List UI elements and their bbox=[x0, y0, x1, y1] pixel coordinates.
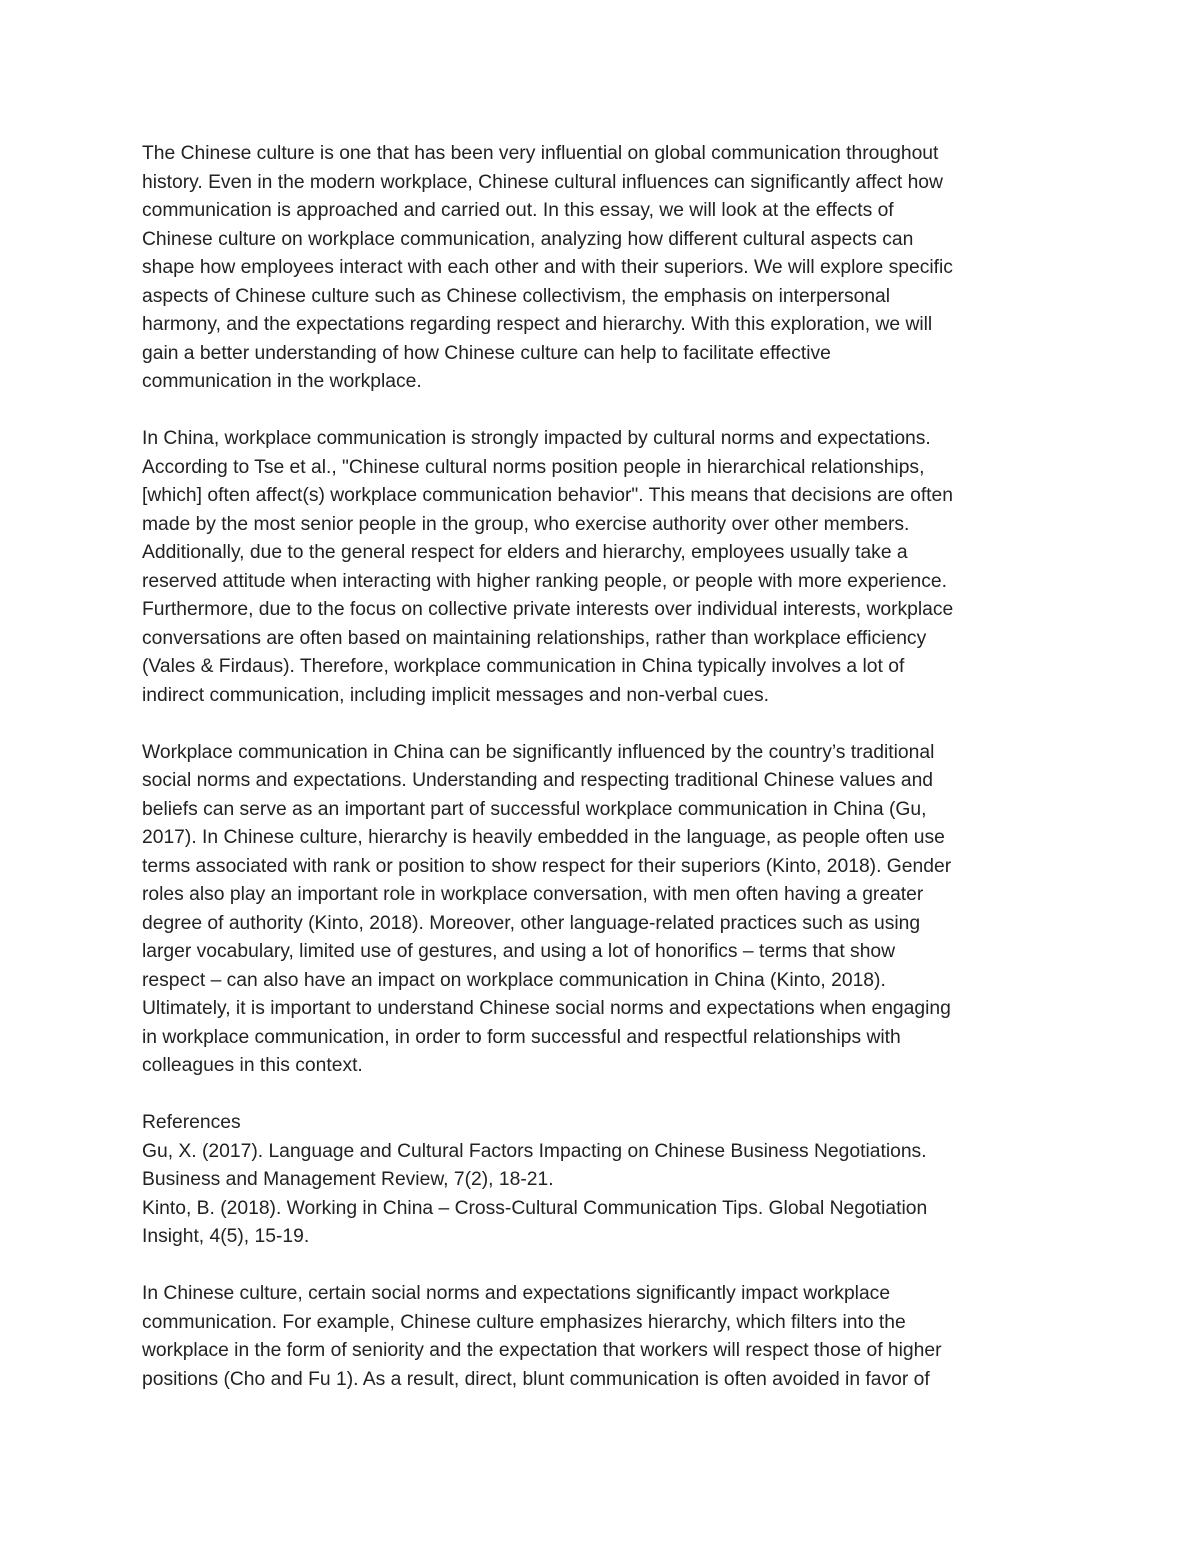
paragraph-intro bbox=[142, 140, 1072, 397]
reference-line: Gu, X. (2017). Language and Cultural Factors Impacting on Chinese Business Negotiations. bbox=[142, 1140, 927, 1162]
text-line: aspects of Chinese culture such as Chinese collectivism, the emphasis on interpersonal bbox=[142, 285, 891, 307]
text-line: Workplace communication in China can be significantly influenced by the country’s traditional bbox=[142, 741, 935, 763]
text-line: communication. For example, Chinese culture emphasizes hierarchy, which filters into the bbox=[142, 1311, 906, 1333]
text-line: social norms and expectations. Understanding and respecting traditional Chinese values and bbox=[142, 770, 934, 791]
text-line: Ultimately, it is important to understand Chinese social norms and expectations when engaging bbox=[142, 998, 951, 1019]
text-line: communication is approached and carried out. In this essay, we will look at the effects of bbox=[142, 200, 894, 221]
text-line: workplace in the form of seniority and the expectation that workers will respect those of higher bbox=[142, 1340, 942, 1361]
text-line: (Vales & Firdaus). Therefore, workplace communication in China typically involves a lot of bbox=[142, 656, 905, 677]
reference-line: Insight, 4(5), 15-19. bbox=[142, 1226, 310, 1247]
text-line: According to Tse et al., "Chinese cultural norms position people in hierarchical relationships, bbox=[142, 456, 925, 478]
text-line: [which] often affect(s) workplace communication behavior". This means that decisions are often bbox=[142, 485, 953, 506]
text-line: The Chinese culture is one that has been very influential on global communication throughout bbox=[142, 143, 939, 164]
text-line: Additionally, due to the general respect for elders and hierarchy, employees usually take a bbox=[142, 542, 908, 563]
references-heading: References bbox=[142, 1112, 241, 1133]
text-line: terms associated with rank or position to show respect for their superiors (Kinto, 2018). Gender bbox=[142, 855, 952, 877]
text-line: gain a better understanding of how Chinese culture can help to facilitate effective bbox=[142, 342, 831, 364]
paragraph-final bbox=[142, 1280, 1072, 1394]
reference-line: Business and Management Review, 7(2), 18-21. bbox=[142, 1169, 554, 1190]
text-line: colleagues in this context. bbox=[142, 1055, 363, 1076]
text-line: In Chinese culture, certain social norms and expectations significantly impact workplace bbox=[142, 1283, 891, 1304]
text-line: Furthermore, due to the focus on collective private interests over individual interests, workplace bbox=[142, 599, 954, 620]
text-line: communication in the workplace. bbox=[142, 371, 422, 392]
text-line: 2017). In Chinese culture, hierarchy is heavily embedded in the language, as people often use bbox=[142, 827, 945, 848]
paragraph-traditional-norms bbox=[142, 739, 1072, 1081]
text-line: reserved attitude when interacting with higher ranking people, or people with more experience. bbox=[142, 570, 947, 592]
text-line: made by the most senior people in the group, who exercise authority over other members. bbox=[142, 513, 910, 535]
document-body bbox=[142, 140, 1072, 1423]
text-line: positions (Cho and Fu 1). As a result, direct, blunt communication is often avoided in favor of bbox=[142, 1368, 930, 1390]
text-line: respect – can also have an impact on workplace communication in China (Kinto, 2018). bbox=[142, 969, 886, 991]
text-line: conversations are often based on maintaining relationships, rather than workplace efficiency bbox=[142, 627, 927, 649]
text-line: history. Even in the modern workplace, Chinese cultural influences can significantly affect how bbox=[142, 171, 943, 193]
text-line: in workplace communication, in order to form successful and respectful relationships with bbox=[142, 1026, 901, 1048]
text-line: In China, workplace communication is strongly impacted by cultural norms and expectations. bbox=[142, 428, 931, 449]
paragraph-workplace-norms bbox=[142, 425, 1072, 710]
text-line: shape how employees interact with each other and with their superiors. We will explore specific bbox=[142, 257, 953, 278]
reference-line: Kinto, B. (2018). Working in China – Cross-Cultural Communication Tips. Global Negotiation bbox=[142, 1197, 928, 1219]
text-line: Chinese culture on workplace communication, analyzing how different cultural aspects can bbox=[142, 228, 914, 250]
text-line: roles also play an important role in workplace conversation, with men often having a greater bbox=[142, 884, 924, 905]
references-section bbox=[142, 1109, 1072, 1252]
text-line: beliefs can serve as an important part of successful workplace communication in China (Gu, bbox=[142, 798, 927, 820]
text-line: degree of authority (Kinto, 2018). Moreover, other language-related practices such as using bbox=[142, 912, 921, 934]
text-line: harmony, and the expectations regarding respect and hierarchy. With this exploration, we will bbox=[142, 314, 933, 335]
text-line: larger vocabulary, limited use of gestures, and using a lot of honorifics – terms that show bbox=[142, 941, 896, 962]
text-line: indirect communication, including implicit messages and non-verbal cues. bbox=[142, 684, 769, 706]
